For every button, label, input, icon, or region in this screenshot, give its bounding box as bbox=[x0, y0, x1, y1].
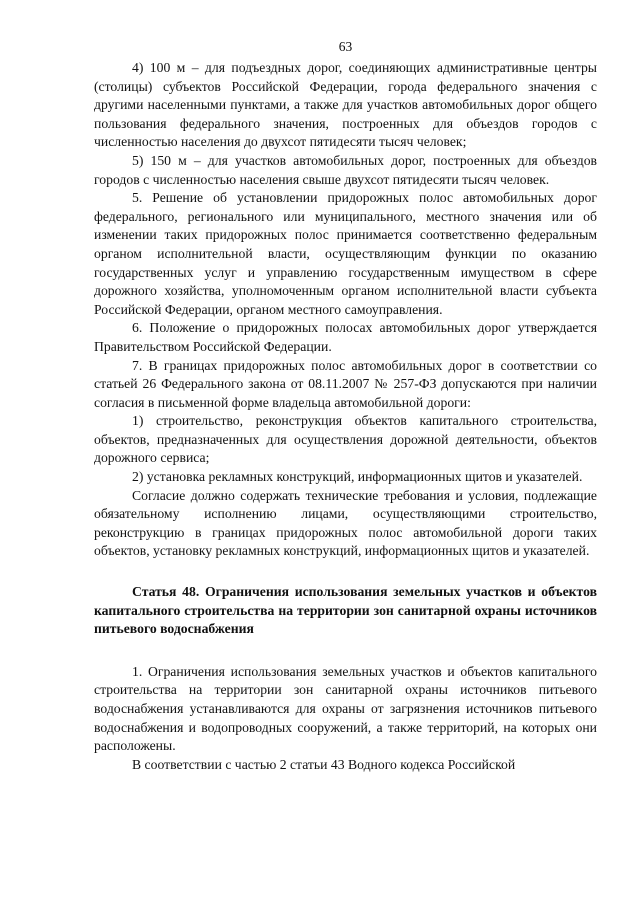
paragraph-article-48-continuation: В соответствии с частью 2 статьи 43 Водного кодекса Российской bbox=[132, 756, 516, 772]
paragraph-point-5: 5. Решение об установлении придорожных полос автомобильных дорог федерального, регионального или муниципального, местного значения или об изменении таких придорожных полос принимается соответственно федеральным органом исполнительной власти, осуществляющим функции по оказанию государственных услуг и управлению государственным имуществом в сфере дорожного хозяйства, уполномоченным органом исполнительной власти субъекта Российской Федерации, органом местного самоуправления. bbox=[94, 190, 597, 317]
document-page bbox=[94, 38, 597, 774]
paragraph-item-5: 5) 150 м – для участков автомобильных дорог, построенных для объездов городов с численностью населения свыше двухсот пятидесяти тысяч человек. bbox=[94, 152, 597, 187]
paragraph-subitem-1: 1) строительство, реконструкция объектов капитального строительства, объектов, предназначенных для осуществления дорожной деятельности, объектов дорожного сервиса; bbox=[94, 413, 597, 466]
paragraph-item-4: 4) 100 м – для подъездных дорог, соединяющих административные центры (столицы) субъектов Российской Федерации, города федерального значения с другими населенными пунктами, а также для участков автомобильных дорог общего пользования федерального значения, построенных для объездов городов с численностью населения до двухсот пятидесяти тысяч человек; bbox=[94, 60, 597, 150]
paragraph-subitem-2: 2) установка рекламных конструкций, информационных щитов и указателей. bbox=[132, 469, 583, 485]
paragraph-consent: Согласие должно содержать технические требования и условия, подлежащие обязательному исполнению лицами, осуществляющими строительство, реконструкцию в границах придорожных полос автомобильной дороги таких объектов, установку рекламных конструкций, информационных щитов и указателей. bbox=[94, 487, 597, 559]
paragraph-point-7: 7. В границах придорожных полос автомобильных дорог в соответствии со статьей 26 Федерального закона от 08.11.2007 № 257-ФЗ допускаются при наличии согласия в письменной форме владельца автомобильной дороги: bbox=[94, 357, 597, 410]
paragraph-point-6: 6. Положение о придорожных полосах автомобильных дорог утверждается Правительством Российской Федерации. bbox=[94, 320, 597, 354]
paragraph-article-48-point-1: 1. Ограничения использования земельных участков и объектов капитального строительства на территории зон санитарной охраны источников питьевого водоснабжения устанавливаются для охраны от загрязнения источников питьевого водоснабжения и водопроводных сооружений, а также территорий, на которых они расположены. bbox=[94, 663, 597, 754]
article-title: Статья 48. Ограничения использования земельных участков и объектов капитального строительства на территории зон санитарной охраны источников питьевого водоснабжения bbox=[94, 584, 597, 637]
page-number: 63 bbox=[338, 39, 353, 54]
